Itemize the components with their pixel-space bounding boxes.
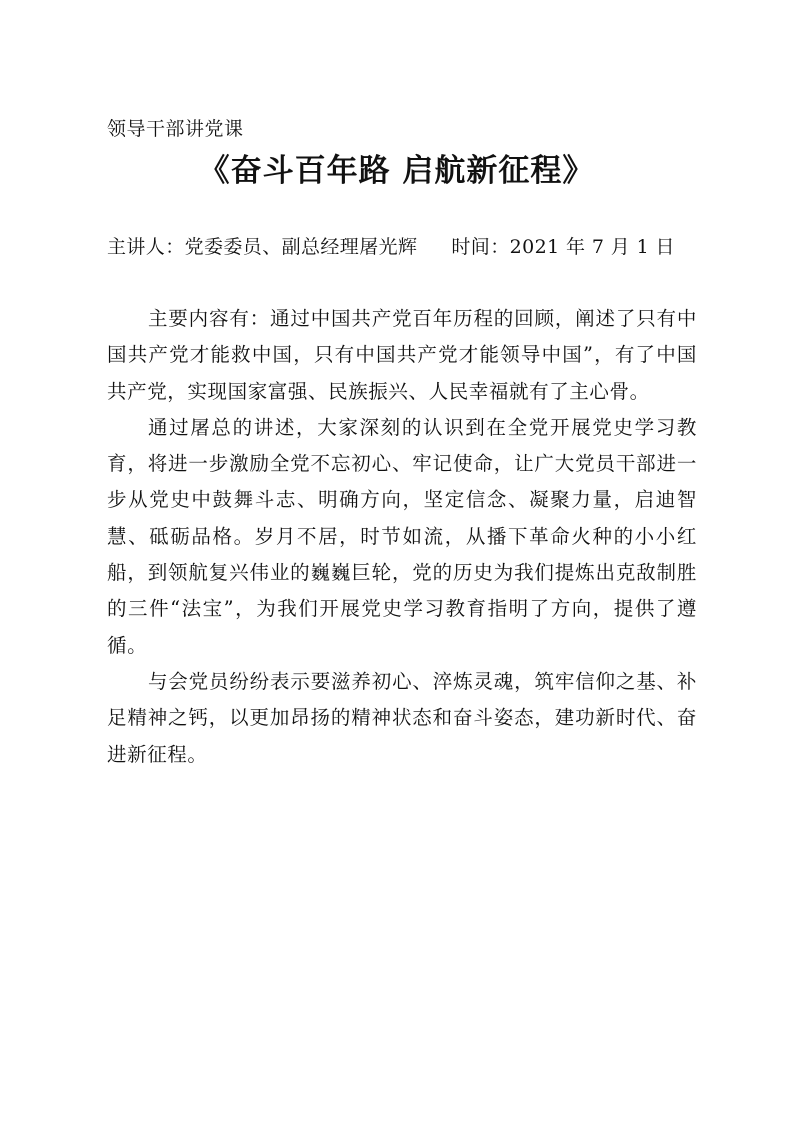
- date-line: 时间：2021 年 7 月 1 日: [451, 236, 675, 258]
- document-title: 《奋斗百年路 启航新征程》: [198, 153, 595, 189]
- document-meta: [107, 233, 675, 261]
- body-paragraph: 通过屠总的讲述，大家深刻的认识到在全党开展党史学习教育，将进一步激励全党不忘初心、牢记使命，让广大党员干部进一步从党史中鼓舞斗志、明确方向，坚定信念、凝聚力量，启迪智慧、砥砺品格。岁月不居，时节如流，从播下革命火种的小小红船，到领航复兴伟业的巍巍巨轮，党的历史为我们提炼出克敌制胜的三件“法宝”，为我们开展党史学习教育指明了方向，提供了遵循。: [107, 415, 697, 657]
- document-body: [107, 301, 697, 773]
- body-paragraph: 主要内容有：通过中国共产党百年历程的回顾，阐述了只有中国共产党才能救中国，只有中国共产党才能领导中国”，有了中国共产党，实现国家富强、民族振兴、人民幸福就有了主心骨。: [107, 307, 697, 403]
- document-category: 领导干部讲党课: [107, 118, 244, 140]
- body-paragraph: 与会党员纷纷表示要滋养初心、淬炼灵魂，筑牢信仰之基、补足精神之钙，以更加昂扬的精神状态和奋斗姿态，建功新时代、奋进新征程。: [107, 669, 697, 766]
- speaker-line: 主讲人：党委委员、副总经理屠光辉: [107, 236, 418, 258]
